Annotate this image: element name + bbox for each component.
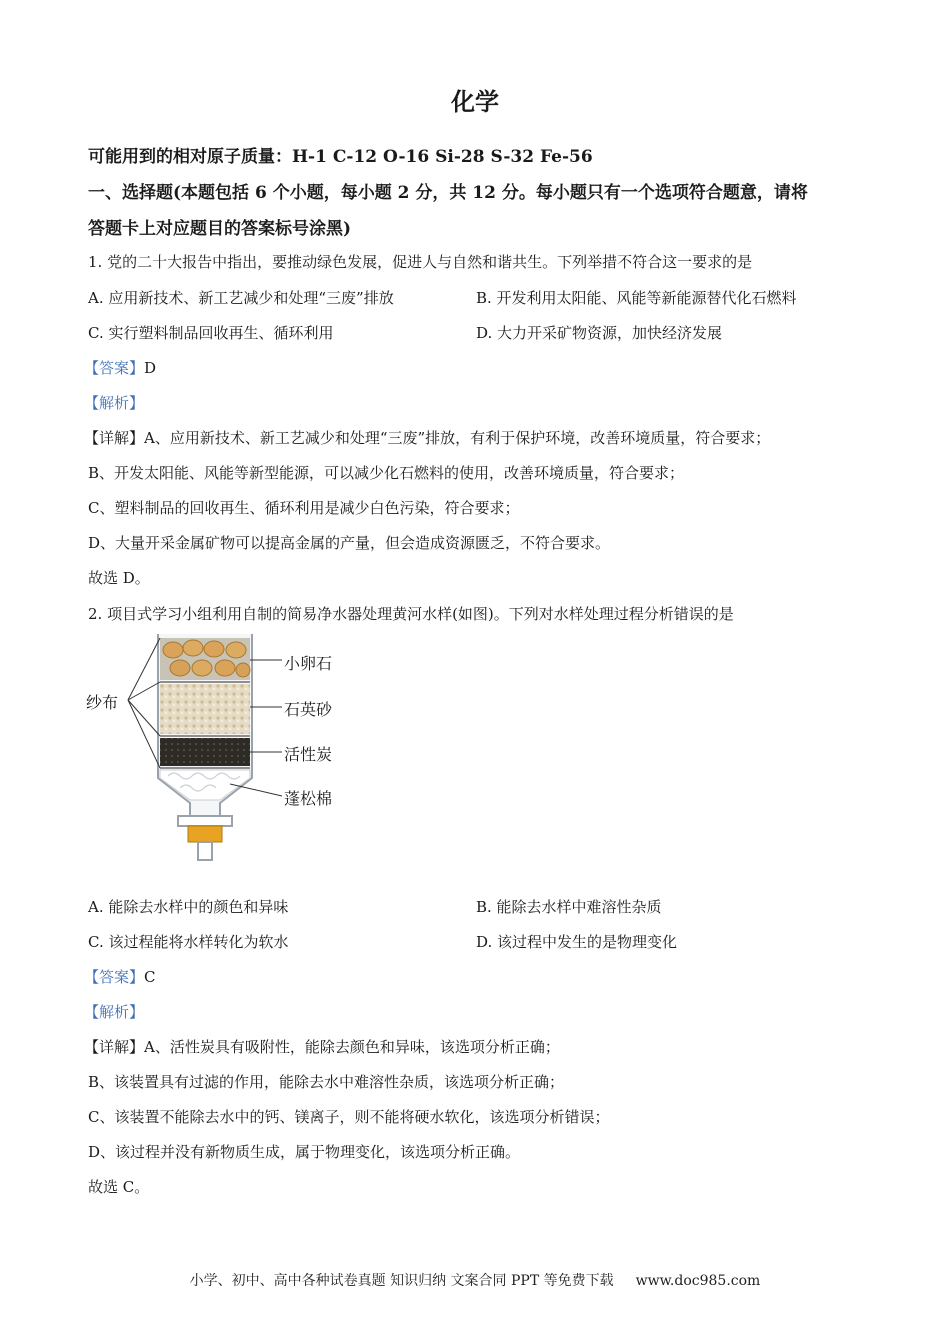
q1-option-d: D. 大力开采矿物资源，加快经济发展 — [476, 324, 723, 342]
q1-answer-tag: 【答案】 — [84, 359, 145, 377]
footer-url[interactable]: www.doc985.com — [635, 1273, 761, 1289]
q2-option-b: B. 能除去水样中难溶性杂质 — [476, 898, 662, 916]
q2-option-a: A. 能除去水样中的颜色和异味 — [88, 898, 289, 916]
q2-detail-a: A、活性炭具有吸附性，能除去颜色和异味，该选项分析正确； — [144, 1038, 560, 1056]
q1-detail-a-line — [84, 427, 770, 448]
q2-detail-d: D、该过程并没有新物质生成，属于物理变化，该选项分析正确。 — [88, 1143, 521, 1161]
bottle-cap — [188, 826, 222, 842]
q2-answer: C — [144, 968, 156, 986]
q2-analysis-tag: 【解析】 — [84, 1003, 145, 1021]
q2-option-d: D. 该过程中发生的是物理变化 — [476, 933, 678, 951]
q1-conclusion: 故选 D。 — [88, 569, 150, 587]
q1-answer: D — [144, 359, 157, 377]
q2-conclusion: 故选 C。 — [88, 1178, 150, 1196]
cotton-label: 蓬松棉 — [284, 789, 333, 808]
page-footer — [0, 1270, 950, 1290]
q1-detail-tag: 【详解】 — [84, 429, 145, 447]
q2-answer-line — [84, 966, 156, 987]
gauze-label: 纱布 — [86, 693, 119, 712]
section-heading-line1: 一、选择题(本题包括 6 个小题，每小题 2 分，共 12 分。每小题只有一个选项符合题意，请将 — [88, 183, 808, 203]
water-purifier-figure — [80, 628, 380, 868]
section-heading-line2: 答题卡上对应题目的答案标号涂黑) — [88, 219, 352, 239]
footer-text: 小学、初中、高中各种试卷真题 知识归纳 文案合同 PPT 等免费下载 — [189, 1273, 614, 1289]
q2-option-c: C. 该过程能将水样转化为软水 — [88, 933, 289, 951]
q2-detail-a-line — [84, 1036, 560, 1057]
carbon-layer — [160, 738, 250, 766]
q1-option-c: C. 实行塑料制品回收再生、循环利用 — [88, 324, 334, 342]
q1-detail-b: B、开发太阳能、风能等新型能源，可以减少化石燃料的使用，改善环境质量，符合要求； — [88, 464, 685, 482]
q1-answer-line — [84, 357, 156, 378]
q1-stem: 1. 党的二十大报告中指出，要推动绿色发展，促进人与自然和谐共生。下列举措不符合这一要求的是 — [88, 253, 753, 271]
q1-detail-a: A、应用新技术、新工艺减少和处理“三废”排放，有利于保护环境，改善环境质量，符合要求； — [144, 429, 771, 447]
quartz-sand-label: 石英砂 — [284, 700, 333, 719]
activated-carbon-label: 活性炭 — [284, 745, 333, 764]
q1-detail-d: D、大量开采金属矿物可以提高金属的产量，但会造成资源匮乏，不符合要求。 — [88, 534, 611, 552]
q1-detail-c: C、塑料制品的回收再生、循环利用是减少白色污染，符合要求； — [88, 499, 520, 517]
q2-detail-c: C、该装置不能除去水中的钙、镁离子，则不能将硬水软化，该选项分析错误； — [88, 1108, 610, 1126]
q1-analysis-tag: 【解析】 — [84, 394, 145, 412]
q2-answer-tag: 【答案】 — [84, 968, 145, 986]
q1-option-b: B. 开发利用太阳能、风能等新能源替代化石燃料 — [476, 289, 797, 307]
q2-detail-tag: 【详解】 — [84, 1038, 145, 1056]
atomic-mass-line: 可能用到的相对原子质量：H-1 C-12 O-16 Si-28 S-32 Fe-56 — [88, 147, 593, 167]
q2-stem: 2. 项目式学习小组利用自制的简易净水器处理黄河水样(如图)。下列对水样处理过程分析错误的是 — [88, 605, 734, 623]
q2-detail-b: B、该装置具有过滤的作用，能除去水中难溶性杂质，该选项分析正确； — [88, 1073, 565, 1091]
q1-option-a: A. 应用新技术、新工艺减少和处理“三废”排放 — [88, 289, 394, 307]
page-title: 化学 — [451, 87, 499, 116]
pebble-label: 小卵石 — [284, 654, 333, 673]
sand-layer — [160, 684, 250, 734]
